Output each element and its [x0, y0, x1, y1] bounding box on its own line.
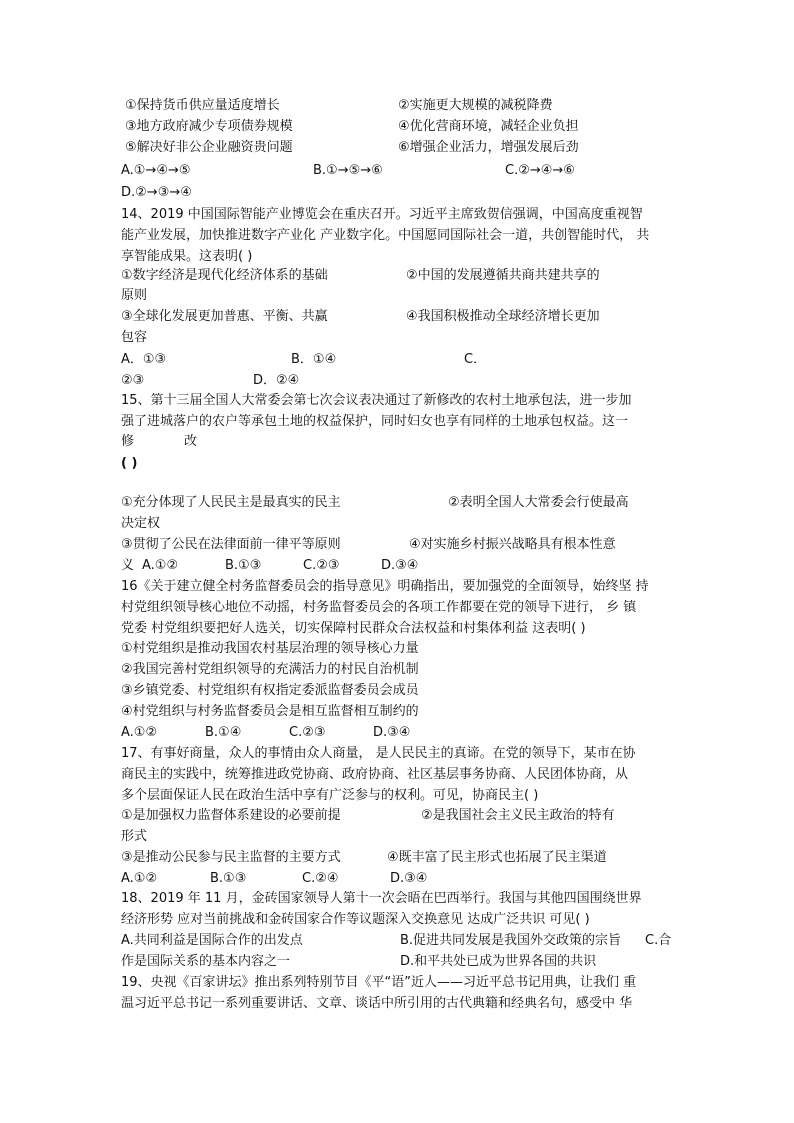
q14-option-4-cont: 包容 — [121, 330, 148, 345]
q16-option-1: ①村党组织是推动我国农村基层治理的领导核心力量 — [121, 641, 419, 656]
q16-choice-d: D.③④ — [373, 725, 411, 740]
q16-choice-a: A.①② — [121, 725, 158, 740]
q13-option-1: ①保持货币供应量适度增长 — [125, 98, 280, 113]
q15-choice-c: C.②③ — [303, 558, 340, 573]
q13-choice-a: A.①→④→⑤ — [121, 163, 191, 178]
q15-choice-b: B.①③ — [225, 558, 262, 573]
q14-option-4: ④我国积极推动全球经济增长更加 — [406, 309, 600, 324]
q18-stem-line-2: 经济形势 应对当前挑战和金砖国家合作等议题深入交换意见 达成广泛共识 可见( ) — [121, 912, 590, 927]
q13-option-4: ④优化营商环境，减轻企业负担 — [398, 119, 579, 134]
q16-option-4: ④村党组织与村务监督委员会是相互监督相互制约的 — [121, 704, 419, 719]
q14-choice-a: A．①③ — [121, 352, 167, 367]
q13-option-5: ⑤解决好非公企业融资贵问题 — [125, 140, 293, 155]
q13-choice-d: D.②→③→④ — [121, 185, 192, 200]
q14-stem-line-3: 享智能成果。这表明( ) — [121, 249, 253, 264]
q16-choice-c: C.②③ — [289, 725, 326, 740]
q18-option-a: A.共同利益是国际合作的出发点 — [121, 933, 303, 948]
q18-stem-line-1: 18、2019 年 11 月，金砖国家领导人第十一次会晤在巴西举行。我国与其他四国围绕世界 — [121, 891, 642, 906]
q14-option-2: ②中国的发展遵循共商共建共享的 — [406, 268, 600, 283]
q16-stem-line-2: 村党组织领导核心地位不动摇，村务监督委员会的各项工作都要在党的领导下进行， 乡 镇 — [121, 600, 637, 615]
q15-choice-a: A.①② — [142, 558, 179, 573]
q15-stem-line-3b: 改 — [184, 434, 198, 449]
q16-stem-line-3: 党委 村党组织要把好人选关，切实保障村民群众合法权益和村集体利益 这表明( ) — [121, 621, 586, 636]
q16-option-2: ②我国完善村党组织领导的充满活力的村民自治机制 — [121, 662, 419, 677]
q14-choice-c: C． — [464, 352, 487, 367]
q13-option-3: ③地方政府减少专项债券规模 — [125, 119, 293, 134]
q15-stem-line-3a: 修 — [121, 434, 135, 449]
q15-answer-blank: ( ) — [121, 456, 138, 471]
q15-option-4: ④对实施乡村振兴战略具有根本性意 — [409, 537, 616, 552]
q15-stem-line-2: 强了进城落户的农户等承包土地的权益保护，同时妇女也享有同样的土地承包权益。这一 — [121, 414, 629, 429]
q14-stem-line-2: 能产业发展，加快推进数字产业化 产业数字化。中国愿同国际社会一道，共创智能时代， 共 — [121, 228, 650, 243]
q17-choice-d: D.③④ — [390, 871, 428, 886]
q14-choice-c-cont: ②③ — [121, 373, 145, 388]
q15-choice-d: D.③④ — [381, 558, 419, 573]
q13-option-2: ②实施更大规模的减税降费 — [398, 98, 553, 113]
q15-option-2: ②表明全国人大常委会行使最高 — [448, 495, 629, 510]
q13-choice-b: B.①→⑤→⑥ — [313, 163, 383, 178]
q15-option-2-cont: 决定权 — [121, 516, 161, 531]
q13-choice-c: C.②→④→⑥ — [505, 163, 575, 178]
q19-stem-line-2: 温习近平总书记一系列重要讲话、文章、谈话中所引用的古代典籍和经典名句，感受中 华 — [121, 996, 633, 1011]
q19-stem-line-1: 19、央视《百家讲坛》推出系列特别节目《平“语”近人——习近平总书记用典，让我们 重 — [121, 975, 637, 990]
q14-option-2-cont: 原则 — [121, 288, 148, 303]
q14-stem-line-1: 14、2019 中国国际智能产业博览会在重庆召开。习近平主席致贺信强调，中国高度重视智 — [121, 207, 643, 222]
q16-stem-line-1: 16《关于建立健全村务监督委员会的指导意见》明确指出，要加强党的全面领导，始终坚 持 — [121, 579, 649, 594]
q17-option-2-cont: 形式 — [121, 829, 148, 844]
q17-choice-a: A.①② — [121, 871, 158, 886]
q15-stem-line-1: 15、第十三届全国人大常委会第七次会议表决通过了新修改的农村土地承包法，进一步加 — [121, 393, 632, 408]
q18-option-d: D.和平共处已成为世界各国的共识 — [400, 954, 597, 969]
q18-option-c: C.合 — [645, 933, 672, 948]
q18-option-b: B.促进共同发展是我国外交政策的宗旨 — [400, 933, 622, 948]
q13-option-6: ⑥增强企业活力，增强发展后劲 — [398, 140, 579, 155]
q17-option-1: ①是加强权力监督体系建设的必要前提 — [121, 808, 341, 823]
q17-stem-line-3: 多个层面保证人民在政治生活中享有广泛参与的权利。可见，协商民主( ) — [121, 788, 539, 803]
q17-option-4: ④既丰富了民主形式也拓展了民主渠道 — [387, 850, 607, 865]
q16-option-3: ③乡镇党委、村党组织有权指定委派监督委员会成员 — [121, 683, 419, 698]
q14-option-3: ③全球化发展更加普惠、平衡、共赢 — [121, 309, 328, 324]
q14-choice-b: B．①④ — [291, 352, 337, 367]
q17-choice-c: C.②④ — [302, 871, 339, 886]
q17-choice-b: B.①③ — [210, 871, 247, 886]
q15-option-3: ③贯彻了公民在法律面前一律平等原则 — [121, 537, 341, 552]
q18-option-c-cont: 作是国际关系的基本内容之一 — [121, 954, 291, 969]
q17-option-3: ③是推动公民参与民主监督的主要方式 — [121, 850, 341, 865]
q14-choice-d: D．②④ — [253, 373, 300, 388]
q14-option-1: ①数字经济是现代化经济体系的基础 — [121, 268, 328, 283]
q15-option-1: ①充分体现了人民民主是最真实的民主 — [121, 495, 341, 510]
q17-option-2: ②是我国社会主义民主政治的特有 — [421, 808, 615, 823]
q17-stem-line-1: 17、有事好商量，众人的事情由众人商量， 是人民民主的真谛。在党的领导下，某市在协 — [121, 746, 636, 761]
q15-option-4-cont: 义 — [121, 558, 135, 573]
q16-choice-b: B.①④ — [205, 725, 242, 740]
q17-stem-line-2: 商民主的实践中，统筹推进政党协商、政府协商、社区基层事务协商、人民团体协商，从 — [121, 767, 629, 782]
